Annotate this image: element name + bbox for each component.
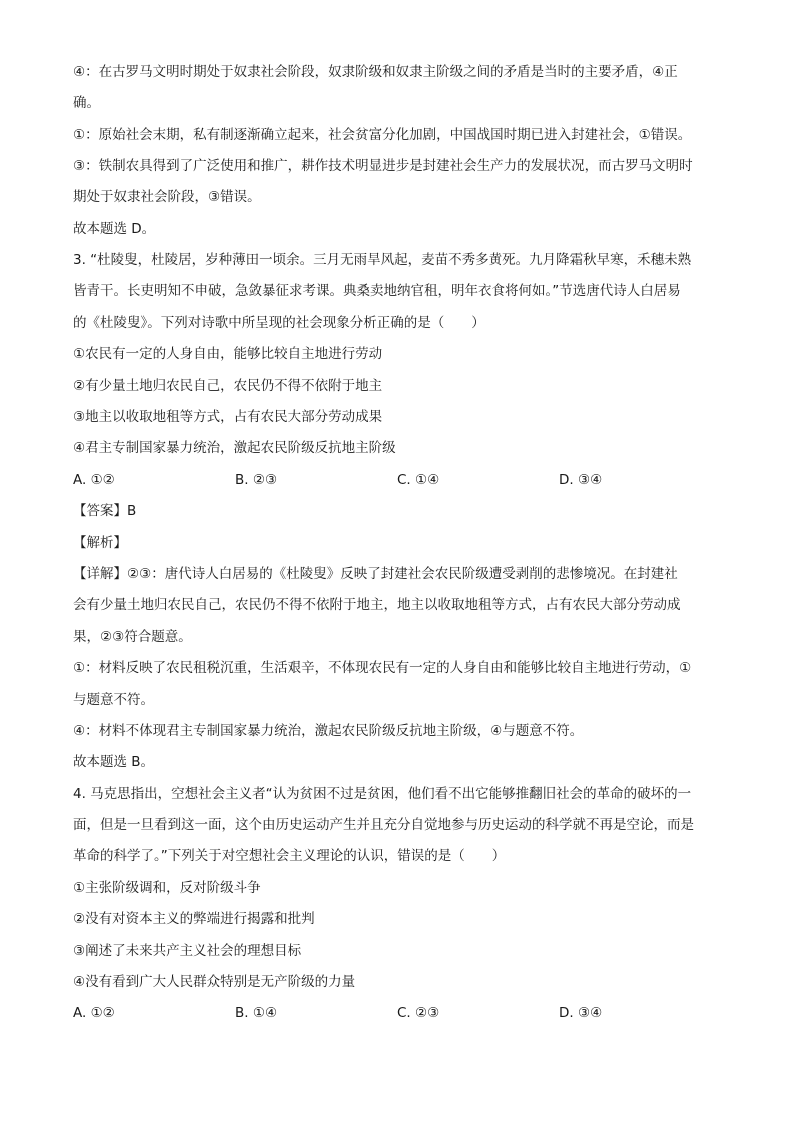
answer-label: 【答案】 xyxy=(73,503,127,519)
q3-analysis-label: 【解析】 xyxy=(73,535,127,551)
q4-option-a: A. ①② xyxy=(73,1005,115,1021)
q4-option-d: D. ③④ xyxy=(559,1005,603,1021)
detail-text: ②③：唐代诗人白居易的《杜陵叟》反映了封建社会农民阶级遭受剥削的悲惨境况。在封建社 xyxy=(127,566,678,582)
prev-analysis-4-line1: ④：在古罗马文明时期处于奴隶社会阶段，奴隶阶级和奴隶主阶级之间的矛盾是当时的主要矛盾，④正 xyxy=(73,64,678,80)
prev-conclusion: 故本题选 D。 xyxy=(73,221,156,237)
q4-stem-line3: 革命的科学了。”下列关于对空想社会主义理论的认识，错误的是（ ） xyxy=(73,848,506,864)
q3-item-2: ②有少量土地归农民自己，农民仍不得不依附于地主 xyxy=(73,378,383,394)
q4-options xyxy=(73,1003,723,1023)
prev-analysis-1: ①：原始社会末期，私有制逐渐确立起来，社会贫富分化加剧，中国战国时期已进入封建社会，①错误。 xyxy=(73,127,692,143)
q4-item-1: ①主张阶级调和，反对阶级斗争 xyxy=(73,880,261,896)
q3-detail-line1 xyxy=(73,564,678,584)
q3-explain-4: ④：材料不体现君主专制国家暴力统治，激起农民阶级反抗地主阶级，④与题意不符。 xyxy=(73,723,584,739)
q3-explain-1-line1: ①：材料反映了农民租税沉重，生活艰辛，不体现农民有一定的人身自由和能够比较自主地进行劳动，① xyxy=(73,660,692,676)
q4-stem-line1: 4. 马克思指出，空想社会主义者“认为贫困不过是贫困，他们看不出它能够推翻旧社会的革命的破坏的一 xyxy=(73,786,692,802)
q4-item-3: ③阐述了未来共产主义社会的理想目标 xyxy=(73,943,302,959)
q3-stem-line3: 的《杜陵叟》。下列对诗歌中所呈现的社会现象分析正确的是（ ） xyxy=(73,315,485,331)
prev-analysis-4-line2: 确。 xyxy=(73,95,100,111)
answer-value: B xyxy=(127,503,137,519)
q3-answer xyxy=(73,501,136,521)
q4-option-c: C. ②③ xyxy=(397,1005,440,1021)
q4-item-4: ④没有看到广大人民群众特别是无产阶级的力量 xyxy=(73,974,356,990)
q3-detail-line3: 果，②③符合题意。 xyxy=(73,629,192,645)
q3-item-4: ④君主专制国家暴力统治，激起农民阶级反抗地主阶级 xyxy=(73,440,396,456)
q3-option-a: A. ①② xyxy=(73,472,115,488)
q3-option-c: C. ①④ xyxy=(397,472,440,488)
q3-conclusion: 故本题选 B。 xyxy=(73,754,155,770)
q4-stem-line2: 面，但是一旦看到这一面，这个由历史运动产生并且充分自觉地参与历史运动的科学就不再是空论，而是 xyxy=(73,817,694,833)
q3-stem-line2: 皆青干。长吏明知不申破，急敛暴征求考课。典桑卖地纳官租，明年衣食将何如。”节选唐代诗人白居易 xyxy=(73,283,681,299)
q3-item-3: ③地主以收取地租等方式，占有农民大部分劳动成果 xyxy=(73,409,383,425)
detail-label: 【详解】 xyxy=(73,566,127,582)
prev-analysis-3-line2: 期处于奴隶社会阶段，③错误。 xyxy=(73,189,261,205)
q3-detail-line2: 会有少量土地归农民自己，农民仍不得不依附于地主，地主以收取地租等方式，占有农民大部分劳动成 xyxy=(73,597,681,613)
q4-option-b: B. ①④ xyxy=(235,1005,278,1021)
q3-item-1: ①农民有一定的人身自由，能够比较自主地进行劳动 xyxy=(73,346,383,362)
q4-item-2: ②没有对资本主义的弊端进行揭露和批判 xyxy=(73,911,315,927)
q3-explain-1-line2: 与题意不符。 xyxy=(73,692,154,708)
q3-stem-line1: 3. “杜陵叟，杜陵居，岁种薄田一顷余。三月无雨旱风起，麦苗不秀多黄死。九月降霜秋早寒，禾穗未熟 xyxy=(73,252,692,268)
prev-analysis-3-line1: ③：铁制农具得到了广泛使用和推广，耕作技术明显进步是封建社会生产力的发展状况，而古罗马文明时 xyxy=(73,158,693,174)
q3-option-d: D. ③④ xyxy=(559,472,603,488)
q3-option-b: B. ②③ xyxy=(235,472,278,488)
q3-options xyxy=(73,470,723,490)
